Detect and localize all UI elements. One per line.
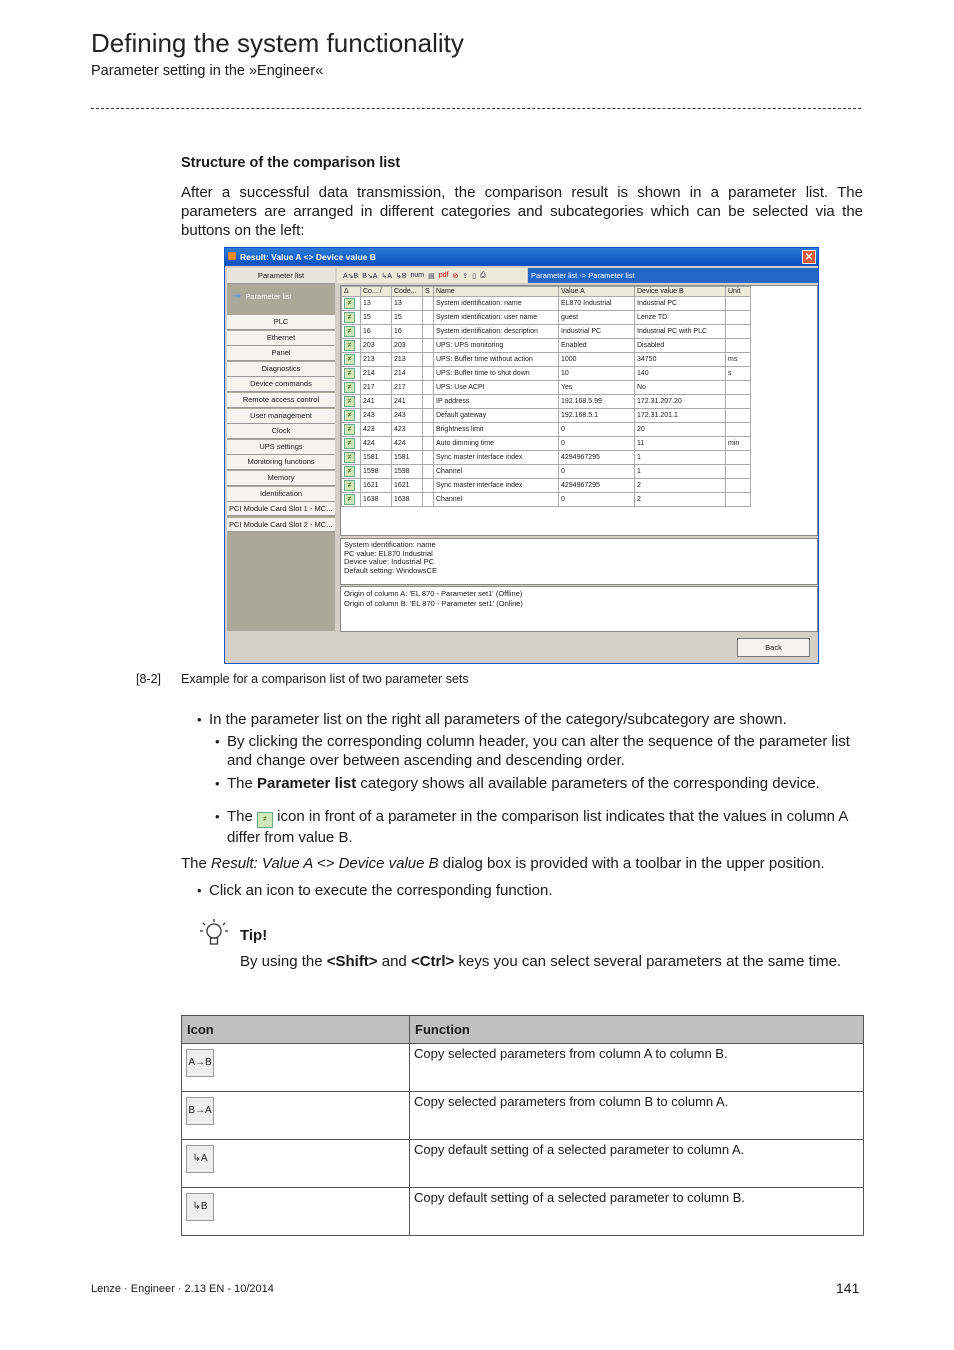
origin-line: Origin of column B: 'EL 870 - Parameter set1' (Online) <box>344 598 523 608</box>
table-cell: guest <box>559 311 635 325</box>
info-line: System identification: name <box>344 540 436 549</box>
table-cell: 203 <box>392 339 423 353</box>
copy-a-to-b-icon: A→B <box>186 1049 214 1077</box>
category-sidebar <box>227 268 335 631</box>
difference-icon: ≠ <box>344 340 355 351</box>
table-row[interactable] <box>342 381 751 395</box>
table-cell: 213 <box>361 353 392 367</box>
bullet-3: The Parameter list category shows all available parameters of the corresponding device. <box>227 775 820 792</box>
table-cell: 4294967295 <box>559 479 635 493</box>
table-row[interactable] <box>342 339 751 353</box>
parameter-table <box>341 286 751 507</box>
column-header[interactable]: Δ <box>342 287 361 297</box>
table-cell: 2 <box>635 493 726 507</box>
table-cell: 1598 <box>392 465 423 479</box>
table-cell: 217 <box>392 381 423 395</box>
table-cell: 423 <box>361 423 392 437</box>
arrow-right-icon: ➜ <box>233 291 242 302</box>
table-cell: 15 <box>361 311 392 325</box>
table-cell: 0 <box>559 493 635 507</box>
icon-function-table <box>181 1015 864 1236</box>
back-button[interactable]: Back <box>737 638 810 657</box>
table-row[interactable] <box>342 395 751 409</box>
table-row[interactable] <box>342 409 751 423</box>
bullet-5: Click an icon to execute the corresponding function. <box>209 882 553 899</box>
lightbulb-icon <box>199 918 229 948</box>
document-icon[interactable]: ▯ <box>472 272 477 280</box>
sidebar-item[interactable]: PCI Module Card Slot 1 - MC... <box>227 502 335 516</box>
bullet-dot: • <box>197 883 202 898</box>
table-cell <box>423 493 434 507</box>
lenze-logo-icon <box>228 252 236 260</box>
table-cell <box>726 409 751 423</box>
table-cell: Brightness limit <box>434 423 559 437</box>
table-cell <box>423 395 434 409</box>
info-line: Default setting: WindowsCE <box>344 565 437 575</box>
table-cell: Lenze TD <box>635 311 726 325</box>
sidebar-item[interactable]: Memory <box>227 471 335 486</box>
sidebar-item[interactable]: UPS settings <box>227 440 335 455</box>
table-cell: Sync master interface index <box>434 479 559 493</box>
table-cell <box>726 451 751 465</box>
table-cell: 424 <box>392 437 423 451</box>
printer-icon[interactable]: ⎙ <box>480 271 486 279</box>
table-cell: Sync master interface index <box>434 451 559 465</box>
table-cell: System identification: user name <box>434 311 559 325</box>
table-cell <box>423 465 434 479</box>
column-header[interactable]: Value A <box>559 287 635 297</box>
table-cell: 10 <box>559 367 635 381</box>
default-to-b-icon: ↳B <box>186 1193 214 1221</box>
table-cell: 241 <box>361 395 392 409</box>
sidebar-item[interactable]: Device commands <box>227 377 335 392</box>
icon-table-row <box>182 1044 864 1092</box>
table-cell: 0 <box>559 465 635 479</box>
figure-number: [8-2] <box>136 672 162 686</box>
dialog-titlebar <box>225 248 818 266</box>
table-cell: ms <box>726 353 751 367</box>
table-cell <box>423 451 434 465</box>
table-cell: Industrial PC with PLC <box>635 325 726 339</box>
table-cell <box>726 493 751 507</box>
table-cell: UPS: Buffer time to shut down <box>434 367 559 381</box>
difference-icon: ≠ <box>344 466 355 477</box>
tip-text: By using the <Shift> and <Ctrl> keys you can select several parameters at the same time. <box>240 953 842 970</box>
column-header[interactable]: Co... / <box>361 287 392 297</box>
function-description: Copy selected parameters from column B to column A. <box>410 1092 864 1140</box>
info-line: PC value: EL870 Industrial <box>344 548 433 558</box>
table-cell: 15 <box>392 311 423 325</box>
table-cell: UPS: UPS monitoring <box>434 339 559 353</box>
table-cell: 1621 <box>361 479 392 493</box>
dialog-title: Result: Value A <> Device value B <box>240 252 376 262</box>
icon-table-row <box>182 1092 864 1140</box>
table-cell: Disabled <box>635 339 726 353</box>
table-cell: 16 <box>392 325 423 339</box>
table-cell: 1638 <box>361 493 392 507</box>
bullet-4: The ≠ icon in front of a parameter in the comparison list indicates that the values in column A differ from value B. <box>227 808 848 846</box>
icon-table-row <box>182 1140 864 1188</box>
difference-icon: ≠ <box>344 480 355 491</box>
difference-icon: ≠ <box>344 410 355 421</box>
table-cell <box>423 479 434 493</box>
table-cell: min <box>726 437 751 451</box>
table-cell <box>423 381 434 395</box>
figure-caption: Example for a comparison list of two parameter sets <box>181 672 469 686</box>
table-cell: 192.168.5.1 <box>559 409 635 423</box>
column-header[interactable]: S <box>423 287 434 297</box>
difference-icon: ≠ <box>344 424 355 435</box>
table-cell <box>726 465 751 479</box>
table-cell: 13 <box>361 297 392 311</box>
parameter-info-panel <box>340 538 818 585</box>
table-cell: 0 <box>559 437 635 451</box>
table-cell <box>423 409 434 423</box>
column-header[interactable]: Unit <box>726 287 751 297</box>
table-row[interactable] <box>342 437 751 451</box>
origin-info-panel <box>340 586 818 632</box>
sidebar-item[interactable]: Panel <box>227 346 335 361</box>
table-cell: 1598 <box>361 465 392 479</box>
table-cell: Channel <box>434 493 559 507</box>
export-icon[interactable]: ⇪ <box>462 272 469 280</box>
table-row[interactable] <box>342 465 751 479</box>
sidebar-item[interactable]: PLC <box>227 315 335 330</box>
copy-b-to-a-icon: B→A <box>186 1097 214 1125</box>
page-title: Defining the system functionality <box>91 28 464 58</box>
table-cell: IP address <box>434 395 559 409</box>
sidebar-item[interactable]: Ethernet <box>227 331 335 346</box>
table-cell <box>726 311 751 325</box>
copy-a-to-b-icon[interactable]: A↘B <box>343 272 359 280</box>
table-cell: 423 <box>392 423 423 437</box>
function-description: Copy default setting of a selected parameter to column A. <box>410 1140 864 1188</box>
table-cell: 213 <box>392 353 423 367</box>
difference-icon: ≠ <box>344 298 355 309</box>
function-column-header: Function <box>410 1016 864 1044</box>
difference-icon: ≠ <box>344 354 355 365</box>
table-cell: Default gateway <box>434 409 559 423</box>
icon-table-row <box>182 1188 864 1236</box>
table-cell <box>423 367 434 381</box>
bullet-dot: • <box>215 776 220 791</box>
table-cell: 214 <box>392 367 423 381</box>
filter-off-icon[interactable]: ⊘ <box>452 272 459 280</box>
table-cell <box>423 297 434 311</box>
separator-line <box>91 108 861 109</box>
function-description: Copy default setting of a selected parameter to column B. <box>410 1188 864 1236</box>
table-cell: 172.31.201.1 <box>635 409 726 423</box>
bullet-2: By clicking the corresponding column header, you can alter the sequence of the parameter list and change over between ascending and descending order. <box>227 733 850 769</box>
table-cell <box>726 325 751 339</box>
table-cell: 243 <box>361 409 392 423</box>
print-icon[interactable]: ▤ <box>428 272 435 280</box>
table-cell: 217 <box>361 381 392 395</box>
table-cell <box>423 353 434 367</box>
sidebar-item[interactable]: Clock <box>227 424 335 439</box>
table-row[interactable] <box>342 423 751 437</box>
bullet-dot: • <box>215 734 220 749</box>
difference-icon: ≠ <box>344 312 355 323</box>
tip-heading: Tip! <box>240 927 268 944</box>
table-cell: 172.31.207.20 <box>635 395 726 409</box>
table-cell: Channel <box>434 465 559 479</box>
table-cell: 1581 <box>361 451 392 465</box>
table-cell <box>423 339 434 353</box>
table-cell: 20 <box>635 423 726 437</box>
table-cell: 192.168.5.99 <box>559 395 635 409</box>
sidebar-item[interactable]: Remote access control <box>227 393 335 408</box>
page-number: 141 <box>836 1280 860 1296</box>
difference-icon: ≠ <box>344 438 355 449</box>
table-cell: 1638 <box>392 493 423 507</box>
breadcrumb: Parameter list -> Parameter list <box>528 268 818 283</box>
sidebar-item-parameter-list[interactable]: ➜ Parameter list <box>227 284 335 312</box>
table-row[interactable] <box>342 325 751 339</box>
table-cell <box>423 437 434 451</box>
table-cell <box>726 395 751 409</box>
table-cell: Enabled <box>559 339 635 353</box>
table-cell: 1621 <box>392 479 423 493</box>
section-heading: Structure of the comparison list <box>181 155 401 171</box>
table-cell <box>423 423 434 437</box>
table-cell: UPS: Buffer time without action <box>434 353 559 367</box>
table-row[interactable] <box>342 367 751 381</box>
table-cell: 203 <box>361 339 392 353</box>
table-row[interactable] <box>342 451 751 465</box>
page-subtitle: Parameter setting in the »Engineer« <box>91 63 324 79</box>
table-cell: 1581 <box>392 451 423 465</box>
column-header[interactable]: Device value B <box>635 287 726 297</box>
table-row[interactable] <box>342 493 751 507</box>
table-cell <box>726 479 751 493</box>
difference-icon: ≠ <box>344 326 355 337</box>
num-button[interactable]: num <box>410 272 425 279</box>
table-cell: 16 <box>361 325 392 339</box>
table-cell: UPS: Use ACPI <box>434 381 559 395</box>
table-cell: Yes <box>559 381 635 395</box>
toolbar-paragraph: The Result: Value A <> Device value B dialog box is provided with a toolbar in the upper position. <box>181 855 825 872</box>
table-cell: 243 <box>392 409 423 423</box>
sidebar-item[interactable]: Monitoring functions <box>227 455 335 470</box>
default-to-b-icon[interactable]: ↳B <box>395 272 407 280</box>
table-cell: 1000 <box>559 353 635 367</box>
intro-paragraph: After a successful data transmission, the comparison result is shown in a parameter list. The parameters are arranged in different categories and subcategories which can be selected via the buttons on the left: <box>181 184 863 239</box>
info-line: Device value: Industrial PC <box>344 557 435 566</box>
difference-icon: ≠ <box>344 368 355 379</box>
difference-icon: ≠ <box>344 396 355 407</box>
table-row[interactable] <box>342 311 751 325</box>
result-dialog <box>224 247 819 664</box>
default-to-a-icon[interactable]: ↳A <box>381 272 392 280</box>
footer-left: Lenze · Engineer · 2.13 EN - 10/2014 <box>91 1283 274 1295</box>
table-cell: 214 <box>361 367 392 381</box>
difference-icon: ≠ <box>257 812 273 828</box>
table-cell: No <box>635 381 726 395</box>
table-cell: 1 <box>635 465 726 479</box>
table-row[interactable] <box>342 479 751 493</box>
table-cell <box>726 381 751 395</box>
table-row[interactable] <box>342 353 751 367</box>
table-cell: 140 <box>635 367 726 381</box>
function-description: Copy selected parameters from column A to column B. <box>410 1044 864 1092</box>
table-row[interactable] <box>342 297 751 311</box>
copy-b-to-a-icon[interactable]: B↘A <box>362 272 378 280</box>
table-cell: 34750 <box>635 353 726 367</box>
table-cell: System identification: name <box>434 297 559 311</box>
table-cell <box>423 311 434 325</box>
sidebar-item[interactable]: PCI Module Card Slot 2 - MC... <box>227 518 335 532</box>
table-cell: 1 <box>635 451 726 465</box>
table-cell <box>726 339 751 353</box>
table-cell: 13 <box>392 297 423 311</box>
table-cell: 2 <box>635 479 726 493</box>
close-icon[interactable]: ✕ <box>802 250 816 264</box>
table-cell <box>423 325 434 339</box>
table-cell: Industrial PC <box>635 297 726 311</box>
table-cell: 4294967295 <box>559 451 635 465</box>
table-cell: 0 <box>559 423 635 437</box>
column-header[interactable]: Name <box>434 287 559 297</box>
sidebar-header[interactable]: Parameter list <box>227 268 335 284</box>
sidebar-item[interactable]: User management <box>227 409 335 424</box>
table-cell: System identification: description <box>434 325 559 339</box>
column-header[interactable]: Code... <box>392 287 423 297</box>
table-cell: Auto dimming time <box>434 437 559 451</box>
table-cell <box>726 297 751 311</box>
sidebar-item[interactable]: Identification <box>227 487 335 502</box>
origin-line: Origin of column A: 'EL 870 - Parameter set1' (Offline) <box>344 589 523 598</box>
table-cell: 424 <box>361 437 392 451</box>
toolbar <box>337 268 527 283</box>
bullet-dot: • <box>197 712 202 727</box>
table-cell: Industrial PC <box>559 325 635 339</box>
bullet-1: In the parameter list on the right all parameters of the category/subcategory are shown. <box>209 711 787 728</box>
bullet-dot: • <box>215 809 220 824</box>
difference-icon: ≠ <box>344 452 355 463</box>
table-cell: 241 <box>392 395 423 409</box>
parameter-grid <box>340 285 818 536</box>
table-cell <box>726 423 751 437</box>
default-to-a-icon: ↳A <box>186 1145 214 1173</box>
icon-column-header: Icon <box>182 1016 410 1044</box>
difference-icon: ≠ <box>344 382 355 393</box>
table-cell: 11 <box>635 437 726 451</box>
sidebar-item[interactable]: Diagnostics <box>227 362 335 377</box>
pdf-icon[interactable]: pdf <box>438 272 449 279</box>
table-cell: s <box>726 367 751 381</box>
table-cell: EL870 Industrial <box>559 297 635 311</box>
difference-icon: ≠ <box>344 494 355 505</box>
